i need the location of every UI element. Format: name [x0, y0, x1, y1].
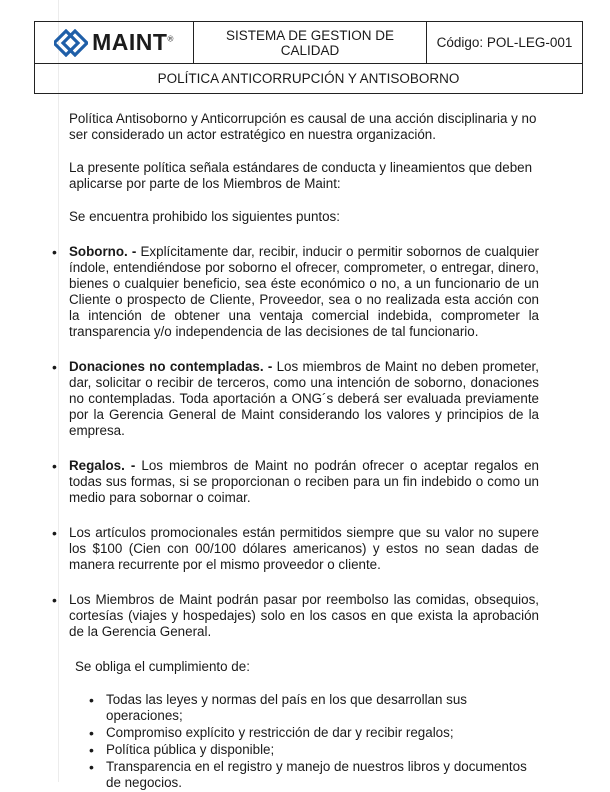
header-top-row	[35, 22, 582, 64]
prohibited-intro: Se encuentra prohibido los siguientes puntos:	[69, 209, 340, 224]
policy-title: POLÍTICA ANTICORRUPCIÓN Y ANTISOBORNO	[157, 71, 460, 86]
logo	[35, 22, 194, 63]
conduct-paragraph: La presente política señala estándares de conducta y lineamientos que deben aplicarse por parte de los Miembros de Maint:	[69, 160, 533, 191]
obligations-list	[106, 692, 539, 791]
maint-logo-icon	[54, 29, 88, 57]
logo-text: MAINT®	[92, 29, 174, 55]
list-item: • Regalos. - Los miembros de Maint no podrán ofrecer o aceptar regalos en todas sus formas, si se proporcionan o reciben para un fin indebido o como un medio para sobornar o coimar.	[69, 458, 539, 506]
list-item: • Política pública y disponible;	[106, 742, 539, 758]
document-body	[69, 111, 539, 792]
list-item: • Transparencia en el registro y manejo de nuestros libros y documentos de negocios.	[106, 759, 539, 791]
obligations-intro: Se obliga el cumplimiento de:	[75, 659, 250, 674]
list-item: • Todas las leyes y normas del país en los que desarrollan sus operaciones;	[106, 692, 539, 724]
intro-paragraph: Política Antisoborno y Anticorrupción es causal de una acción disciplinaria y no ser considerado un actor estratégico en nuestra organización.	[69, 111, 537, 142]
list-item: • Donaciones no contempladas. - Los miembros de Maint no deben prometer, dar, solicitar o recibir de terceros, como una intención de soborno, donaciones no contempladas. Toda aportación a ONG´s deberá ser evaluada previamente por la Gerencia General de Maint considerando los valores y principios de la empresa.	[69, 359, 539, 439]
system-title: SISTEMA DE GESTION DE CALIDAD	[194, 22, 427, 63]
list-item: • Compromiso explícito y restricción de dar y recibir regalos;	[106, 725, 539, 741]
list-item: • Los Miembros de Maint podrán pasar por reembolso las comidas, obsequios, cortesías (viajes y hospedajes) solo en los casos en que exista la aprobación de la Gerencia General.	[69, 592, 539, 640]
page-margin-line	[58, 0, 59, 782]
document-header	[34, 21, 583, 94]
document-code: Código: POL-LEG-001	[436, 35, 573, 50]
list-item: • Soborno. - Explícitamente dar, recibir, inducir o permitir sobornos de cualquier índole, entendiéndose por soborno el ofrecer, comprometer, o entregar, dinero, bienes o cualquier beneficio, sea éste económico o no, a un funcionario de un Cliente o prospecto de Cliente, Proveedor, sea o no realizada esta acción con la intención de obtener una ventaja comercial indebida, comprometer la transparencia y/o independencia de las decisiones de tal funcionario.	[69, 244, 539, 340]
prohibited-list	[69, 244, 539, 640]
list-item: • Los artículos promocionales están permitidos siempre que su valor no supere los $100 (Cien con 00/100 dólares americanos) y estos no sean dadas de manera recurrente por el mismo proveedor o cliente.	[69, 525, 539, 573]
